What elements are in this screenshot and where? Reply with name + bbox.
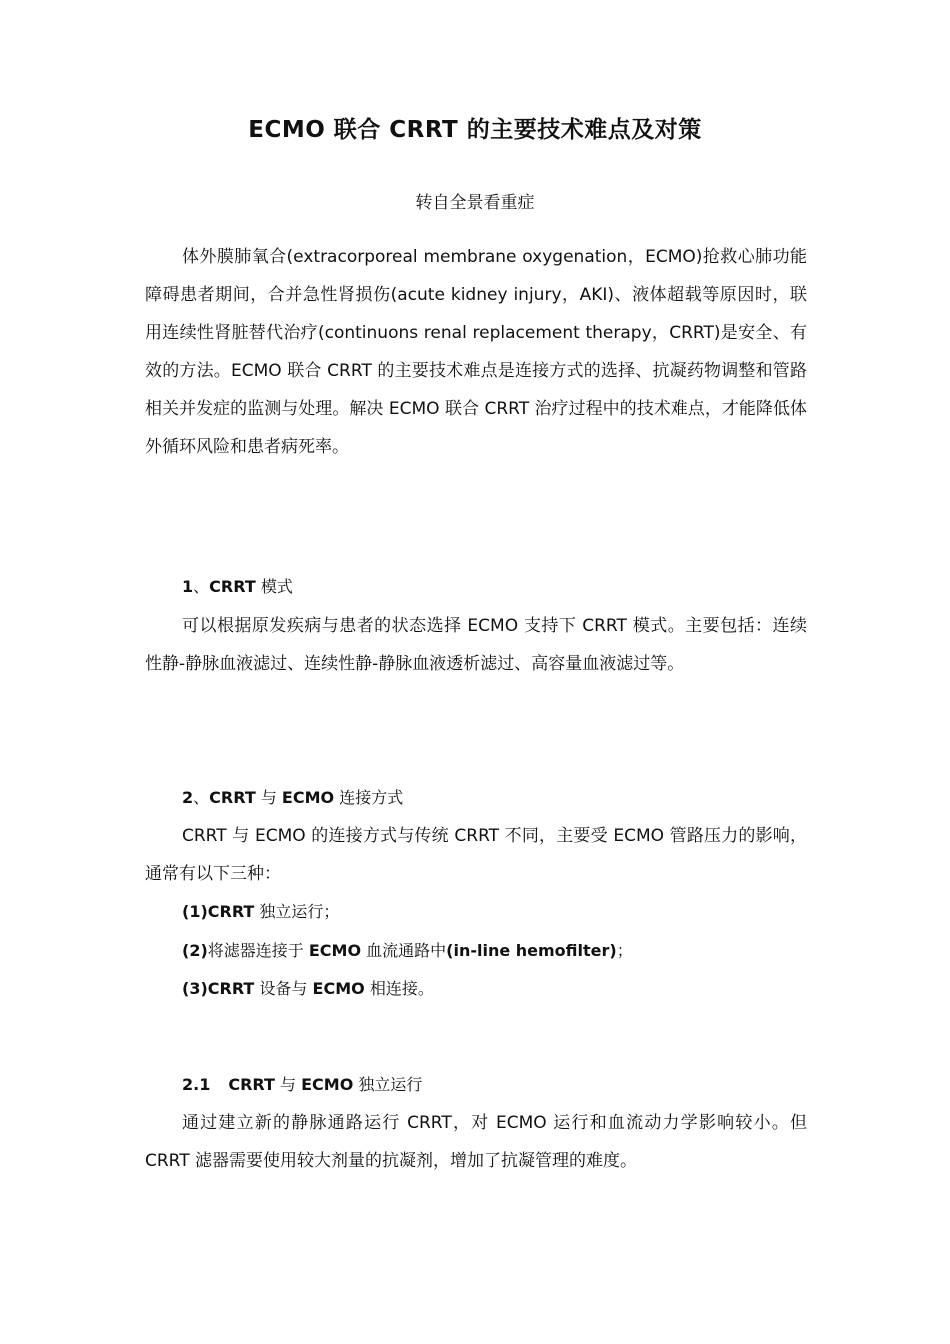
connection-item-1-label: (1)CRRT [182,902,255,921]
section-2-1-rest: 独立运行 [353,1075,423,1094]
section-2-1-ecmo: ECMO [301,1075,354,1094]
connection-item-2-text-c: ； [616,941,633,960]
section-2-rest: 连接方式 [334,788,404,807]
section-1-separator: 、 [193,577,210,596]
connection-item-3-ecmo: ECMO [312,979,365,998]
section-2-heading [182,784,802,812]
section-1-number: 1 [182,577,194,596]
section-2-body: CRRT 与 ECMO 的连接方式与传统 CRRT 不同，主要受 ECMO 管路压力的影响，通常有以下三种： [145,826,807,884]
connection-item-2-text-b: 血流通路中 [361,941,447,960]
connection-item-1-text: 独立运行； [254,902,340,921]
section-2-1-number: 2.1 [182,1075,211,1094]
connection-item-3-label: (3)CRRT [182,979,255,998]
section-2-1-body: 通过建立新的静脉通路运行 CRRT，对 ECMO 运行和血流动力学影响较小。但 CRRT 滤器需要使用较大剂量的抗凝剂，增加了抗凝管理的难度。 [145,1113,807,1171]
connection-item-2-term: (in-line hemofilter) [446,941,617,960]
section-1-heading [182,573,802,601]
section-2-1-and: 与 [274,1075,302,1094]
section-1-name-bold: CRRT [209,577,256,596]
connection-item-2 [182,937,802,965]
section-2-separator: 、 [193,788,210,807]
connection-item-3-text-b: 相连接。 [364,979,434,998]
connection-item-3-text-a: 设备与 [254,979,313,998]
document-title: ECMO 联合 CRRT 的主要技术难点及对策 [248,117,702,143]
connection-item-1 [182,898,802,926]
section-1-name-rest: 模式 [255,577,293,596]
intro-paragraph: 体外膜肺氧合(extracorporeal membrane oxygenation，ECMO)抢救心肺功能障碍患者期间，合并急性肾损伤(acute kidney injury，AKI)、液体超载等原因时，联用连续性肾脏替代治疗(continuons renal replacement therapy，CRRT)是安全、有效的方法。ECMO 联合 CRRT 的主要技术难点是连接方式的选择、抗凝药物调整和管路相关并发症的监测与处理。解决 ECMO 联合 CRRT 治疗过程中的技术难点，才能降低体外循环风险和患者病死率。 [145,247,807,457]
section-2-1-heading [182,1071,802,1099]
connection-item-3 [182,975,802,1003]
document-source: 转自全景看重症 [415,193,535,213]
section-2-ecmo: ECMO [281,788,335,807]
section-2-number: 2 [182,788,194,807]
connection-item-2-ecmo: ECMO [308,941,362,960]
section-2-1-crrt: CRRT [228,1075,275,1094]
section-2-and: 与 [255,788,282,807]
connection-item-2-text-a: 将滤器连接于 [207,941,309,960]
connection-item-2-label: (2) [182,941,208,960]
section-1-body: 可以根据原发疾病与患者的状态选择 ECMO 支持下 CRRT 模式。主要包括：连续性静-静脉血液滤过、连续性静-静脉血液透析滤过、高容量血液滤过等。 [145,616,807,674]
section-2-crrt: CRRT [209,788,256,807]
